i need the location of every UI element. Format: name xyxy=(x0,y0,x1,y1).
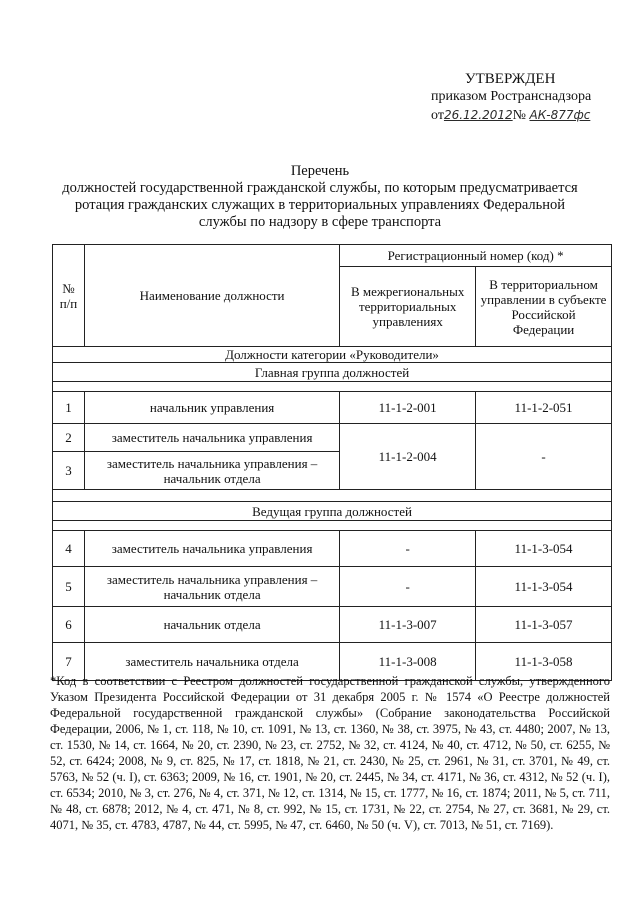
table-row xyxy=(53,424,612,452)
approval-date: 26.12.2012 xyxy=(443,108,513,122)
category-row: Должности категории «Руководители» xyxy=(53,347,612,363)
row-subj-code: - xyxy=(476,424,612,490)
row-name: заместитель начальника управления – начальник отдела xyxy=(84,452,339,490)
approval-heading: УТВЕРЖДЕН xyxy=(465,71,556,87)
row-inter-code: 11-1-2-004 xyxy=(340,424,476,490)
row-inter-code: 11-1-2-001 xyxy=(340,392,476,424)
header-name: Наименование должности xyxy=(84,245,339,347)
approval-date-line xyxy=(415,106,630,125)
group-main-row: Главная группа должностей xyxy=(53,363,612,382)
row-name: заместитель начальника управления xyxy=(84,531,339,567)
row-subj-code: 11-1-3-054 xyxy=(476,567,612,607)
row-subj-code: 11-1-2-051 xyxy=(476,392,612,424)
title-line-2: должностей государственной гражданской службы, по которым предусматривается xyxy=(62,180,578,196)
table-row xyxy=(53,392,612,424)
row-subj-code: 11-1-3-057 xyxy=(476,607,612,643)
approval-order-line: приказом Ространснадзора xyxy=(431,89,592,104)
spacer-row xyxy=(53,382,612,392)
row-num: 2 xyxy=(53,424,85,452)
header-num: № п/п xyxy=(53,245,85,347)
title-line-4: службы по надзору в сфере транспорта xyxy=(198,214,442,230)
spacer-row xyxy=(53,490,612,502)
table-row xyxy=(53,607,612,643)
group-leading-row: Ведущая группа должностей xyxy=(53,502,612,521)
row-num: 3 xyxy=(53,452,85,490)
row-subj-code: 11-1-3-054 xyxy=(476,531,612,567)
row-name: заместитель начальника управления xyxy=(84,424,339,452)
table-row xyxy=(53,531,612,567)
row-num: 4 xyxy=(53,531,85,567)
header-subject: В территориальном управлении в субъекте Российской Федерации xyxy=(476,267,612,347)
row-num: 7 xyxy=(53,643,85,681)
row-name: начальник отдела xyxy=(84,607,339,643)
approval-number: АК-877фс xyxy=(529,108,591,122)
row-num: 6 xyxy=(53,607,85,643)
row-name: заместитель начальника управления – начальник отдела xyxy=(84,567,339,607)
header-reg-number: Регистрационный номер (код) * xyxy=(340,245,612,267)
positions-table xyxy=(52,244,612,681)
approval-number-label: № xyxy=(512,108,527,123)
table-row xyxy=(53,567,612,607)
row-inter-code: 11-1-3-007 xyxy=(340,607,476,643)
title-line-1: Перечень xyxy=(290,163,350,179)
row-inter-code: 11-1-3-008 xyxy=(340,643,476,681)
row-name: заместитель начальника отдела xyxy=(84,643,339,681)
document-title xyxy=(40,163,600,231)
title-line-3: ротация гражданских служащих в территориальных управлениях Федеральной xyxy=(74,197,566,213)
header-interregional: В межрегиональных территориальных управлениях xyxy=(340,267,476,347)
row-name: начальник управления xyxy=(84,392,339,424)
row-inter-code: - xyxy=(340,531,476,567)
row-subj-code: 11-1-3-058 xyxy=(476,643,612,681)
approval-stamp xyxy=(415,70,630,125)
footnote: *Код в соответствии с Реестром должностей государственной гражданской службы, утвержденного Указом Президента Российской Федерации от 31 декабря 2005 г. № 1574 «О Реестре должностей Федеральной государственной гражданской службы» (Собрание законодательства Российской Федерации, 2006, № 1, ст. 118, № 10, ст. 1091, № 13, ст. 1360, № 38, ст. 3975, № 43, ст. 4480; 2007, № 13, ст. 1530, № 14, ст. 1664, № 20, ст. 2390, № 23, ст. 2752, № 32, ст. 4124, № 40, ст. 4712, № 50, ст. 6255, № 52, ст. 6424; 2008, № 9, ст. 825, № 17, ст. 1818, № 21, ст. 2430, № 25, ст. 2961, № 31, ст. 3701, № 49, ст. 5763, № 52 (ч. I), ст. 6363; 2009, № 16, ст. 1901, № 20, ст. 2445, № 34, ст. 4171, № 36, ст. 4312, № 52 (ч. I), ст. 6534; 2010, № 3, ст. 276, № 4, ст. 371, № 12, ст. 1314, № 15, ст. 1777, № 16, ст. 1874; 2011, № 5, ст. 711, № 48, ст. 6878; 2012, № 4, ст. 471, № 8, ст. 992, № 15, ст. 1731, № 22, ст. 2754, № 27, ст. 3681, № 29, ст. 4071, № 35, ст. 4783, 4787, № 44, ст. 5995, № 47, ст. 6460, № 50 (ч. V), ст. 7013, № 51, ст. 7169). xyxy=(50,674,610,832)
row-num: 5 xyxy=(53,567,85,607)
approval-from-label: от xyxy=(431,108,444,123)
row-inter-code: - xyxy=(340,567,476,607)
spacer-row xyxy=(53,521,612,531)
row-num: 1 xyxy=(53,392,85,424)
